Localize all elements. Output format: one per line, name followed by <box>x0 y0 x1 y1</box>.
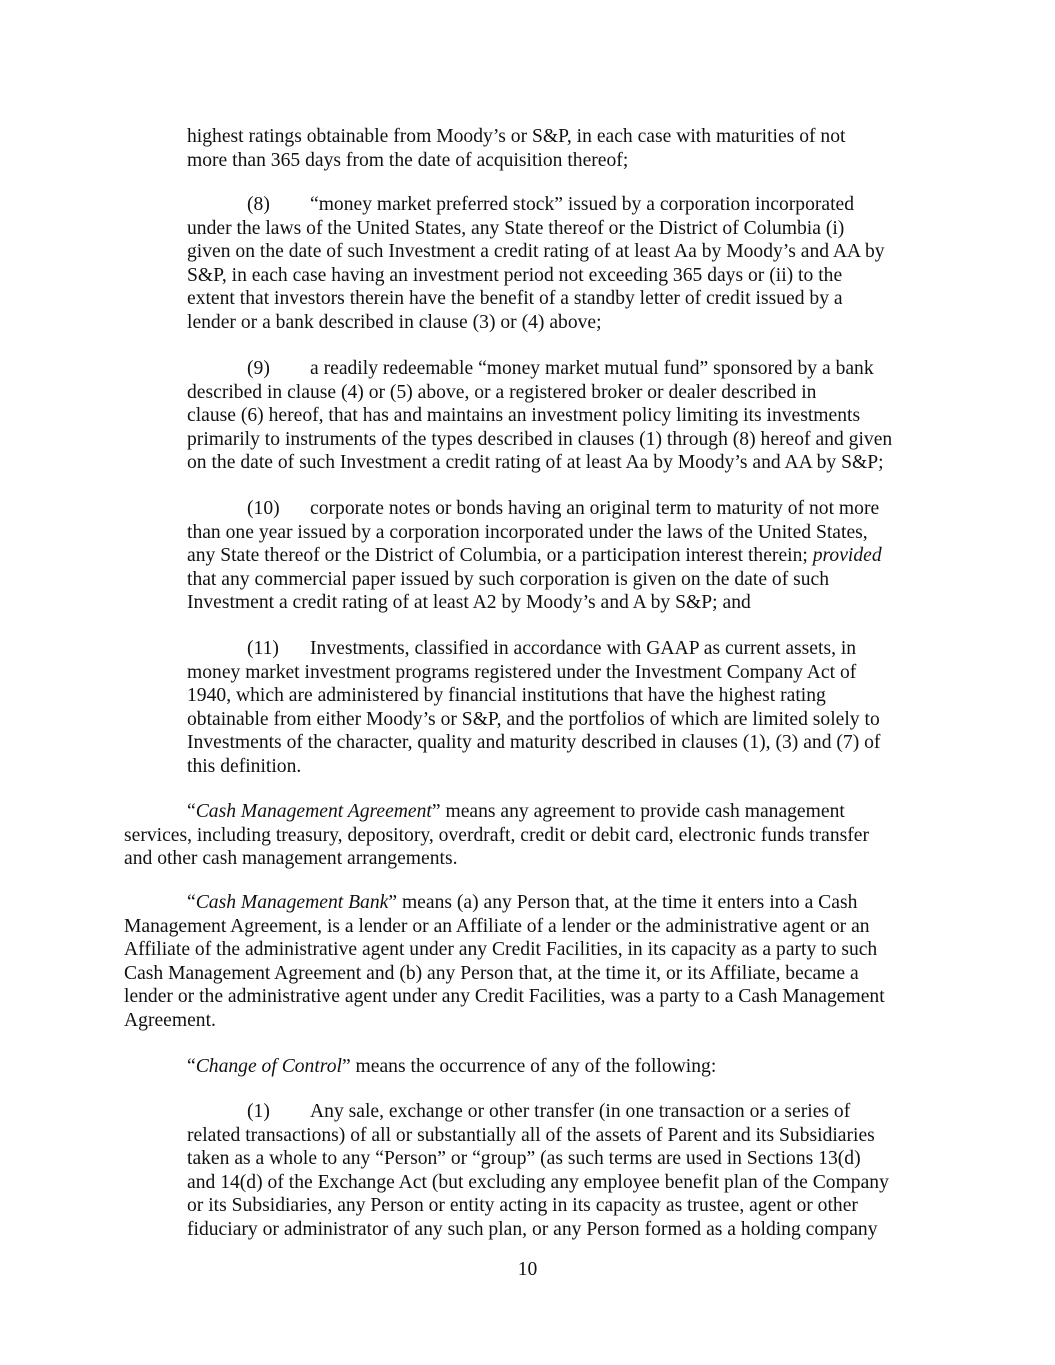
text-line: Investments, classified in accordance with GAAP as current assets, in <box>310 638 857 659</box>
text-line: than one year issued by a corporation incorporated under the laws of the United States, <box>187 521 868 543</box>
definition-cash-management-bank <box>124 891 885 1033</box>
clause-number: (1) <box>247 1101 270 1122</box>
text-line: Management Agreement, is a lender or an Affiliate of a lender or the administrative agent or an <box>124 915 870 937</box>
change-of-control-clause-1 <box>187 1100 889 1242</box>
text-line: given on the date of such Investment a credit rating of at least Aa by Moody’s and AA by <box>187 241 885 263</box>
definition-cash-management-agreement <box>124 800 869 871</box>
text-line: and other cash management arrangements. <box>124 848 458 870</box>
defined-term: Cash Management Bank <box>195 892 389 913</box>
text-line: ” means (a) any Person that, at the time it enters into a Cash <box>388 892 858 913</box>
clause-8 <box>187 193 885 335</box>
text-line: Affiliate of the administrative agent under any Credit Facilities, in its capacity as a party to such <box>124 939 878 961</box>
text-line: highest ratings obtainable from Moody’s or S&P, in each case with maturities of not <box>187 126 846 147</box>
text-line: lender or a bank described in clause (3) or (4) above; <box>187 311 602 333</box>
text-line: Agreement. <box>124 1009 216 1031</box>
text-line: related transactions) of all or substantially all of the assets of Parent and its Subsidiaries <box>187 1124 875 1146</box>
open-quote: “ <box>187 892 196 913</box>
text-line: any State thereof or the District of Columbia, or a participation interest therein; <box>187 545 813 567</box>
italic-term: provided <box>812 545 882 567</box>
clause-number: (8) <box>247 194 270 215</box>
defined-term: Change of Control <box>195 1056 342 1077</box>
text-line: corporate notes or bonds having an original term to maturity of not more <box>310 498 880 519</box>
text-line: Cash Management Agreement and (b) any Person that, at the time it, or its Affiliate, became a <box>124 962 859 984</box>
text-line: described in clause (4) or (5) above, or a registered broker or dealer described in <box>187 381 817 403</box>
text-line: taken as a whole to any “Person” or “group” (as such terms are used in Sections 13(d) <box>187 1148 861 1170</box>
clause-number: (11) <box>247 638 279 659</box>
text-line: and 14(d) of the Exchange Act (but excluding any employee benefit plan of the Company <box>187 1171 889 1193</box>
text-line: obtainable from either Moody’s or S&P, and the portfolios of which are limited solely to <box>187 708 880 730</box>
text-line: money market investment programs registered under the Investment Company Act of <box>187 661 857 683</box>
clause-7-continuation <box>187 125 845 172</box>
text-line: Investments of the character, quality and maturity described in clauses (1), (3) and (7) of <box>187 732 881 754</box>
text-line: ” means the occurrence of any of the following: <box>341 1056 717 1077</box>
text-line: this definition. <box>187 755 302 777</box>
text-line: primarily to instruments of the types described in clauses (1) through (8) hereof and given <box>187 428 893 450</box>
open-quote: “ <box>187 1056 196 1077</box>
text-line: lender or the administrative agent under any Credit Facilities, was a party to a Cash Management <box>124 986 885 1008</box>
text-line: ” means any agreement to provide cash management <box>431 801 845 822</box>
text-line: clause (6) hereof, that has and maintains an investment policy limiting its investments <box>187 405 861 427</box>
text-line: or its Subsidiaries, any Person or entity acting in its capacity as trustee, agent or other <box>187 1195 858 1217</box>
open-quote: “ <box>187 801 196 822</box>
text-line: Any sale, exchange or other transfer (in one transaction or a series of <box>310 1101 851 1122</box>
text-line: 1940, which are administered by financial institutions that have the highest rating <box>187 685 826 707</box>
text-line: fiduciary or administrator of any such plan, or any Person formed as a holding company <box>187 1218 878 1240</box>
clause-number: (10) <box>247 498 280 519</box>
clause-9 <box>187 357 892 475</box>
text-line: services, including treasury, depository, overdraft, credit or debit card, electronic funds transfer <box>124 824 870 846</box>
defined-term: Cash Management Agreement <box>195 801 432 822</box>
text-line: a readily redeemable “money market mutual fund” sponsored by a bank <box>310 358 874 379</box>
clause-10 <box>187 497 882 615</box>
text-line: extent that investors therein have the benefit of a standby letter of credit issued by a <box>187 288 843 310</box>
text-line: that any commercial paper issued by such corporation is given on the date of such <box>187 568 830 590</box>
text-line: more than 365 days from the date of acquisition thereof; <box>187 149 629 171</box>
clause-number: (9) <box>247 358 270 379</box>
definition-change-of-control <box>124 1055 716 1079</box>
text-line: under the laws of the United States, any State thereof or the District of Columbia (i) <box>187 217 845 239</box>
clause-11 <box>187 637 880 779</box>
text-line: “money market preferred stock” issued by a corporation incorporated <box>310 194 855 215</box>
page-number: 10 <box>517 1259 538 1280</box>
text-line: Investment a credit rating of at least A2 by Moody’s and A by S&P; and <box>187 592 751 614</box>
text-line: S&P, in each case having an investment period not exceeding 365 days or (ii) to the <box>187 264 843 286</box>
text-line: on the date of such Investment a credit rating of at least Aa by Moody’s and AA by S&P; <box>187 452 884 474</box>
